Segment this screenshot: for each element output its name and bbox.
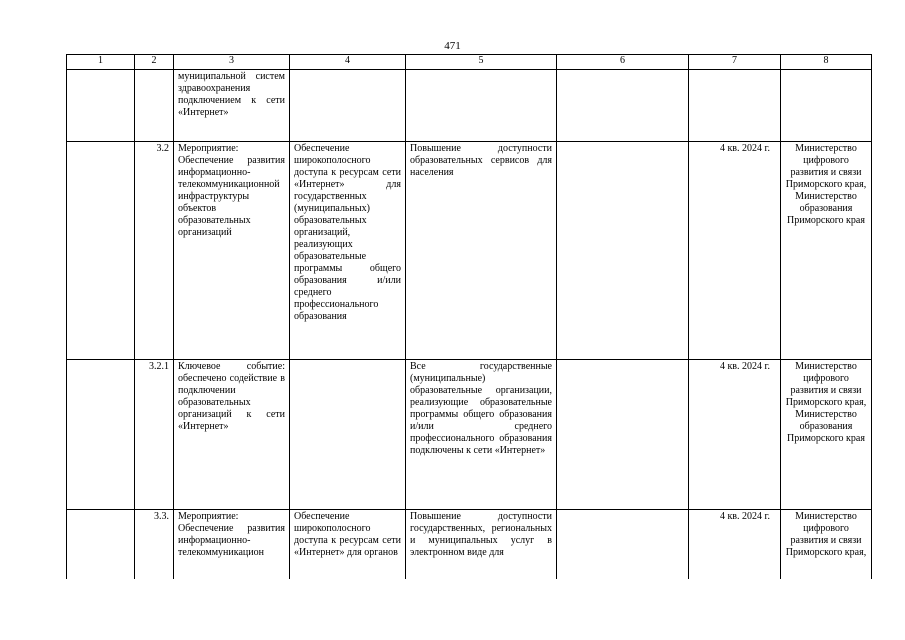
plan-table	[66, 54, 872, 590]
table-row	[67, 510, 872, 590]
item-result: Обеспечение широкополосного доступа к ресурсам сети «Интернет» для государственных (муниципальных) образовательных организаций, реализующих образовательные программы общего образования и/или среднего профессионального образования	[290, 142, 406, 360]
header-row	[67, 55, 872, 70]
table-row	[67, 360, 872, 510]
item-executor: Министерство цифрового развития и связи Приморского края, Министерство образования Приморского края	[781, 360, 872, 510]
item-deadline: 4 кв. 2024 г.	[689, 510, 781, 590]
item-number: 3.3.	[135, 510, 174, 590]
header-cell-5: 5	[406, 55, 557, 70]
header-cell-3: 3	[174, 55, 290, 70]
item-name: муниципальной систем здравоохранения подключением к сети «Интернет»	[174, 70, 290, 142]
page-bottom-margin	[60, 579, 880, 640]
table-row	[67, 142, 872, 360]
item-deadline: 4 кв. 2024 г.	[689, 360, 781, 510]
item-name: Мероприятие: Обеспечение развития информационно-телекоммуникацион	[174, 510, 290, 590]
item-col6	[557, 360, 689, 510]
page-number: 471	[444, 40, 461, 52]
empty-cell	[67, 142, 135, 360]
item-name: Ключевое событие: обеспечено содействие в подключении образовательных организаций к сети «Интернет»	[174, 360, 290, 510]
header-cell-7: 7	[689, 55, 781, 70]
item-deadline: 4 кв. 2024 г.	[689, 142, 781, 360]
item-number	[135, 70, 174, 142]
item-indicator: Все государственные (муниципальные) образовательные организации, реализующие образовательные программы общего образования и/или среднего профессионального образования подключены к сети «Интернет»	[406, 360, 557, 510]
empty-cell	[67, 70, 135, 142]
item-indicator: Повышение доступности образовательных сервисов для населения	[406, 142, 557, 360]
table-row	[67, 70, 872, 142]
item-number: 3.2.1	[135, 360, 174, 510]
header-cell-8: 8	[781, 55, 872, 70]
item-col6	[557, 510, 689, 590]
item-result: Обеспечение широкополосного доступа к ресурсам сети «Интернет» для органов	[290, 510, 406, 590]
item-result	[290, 360, 406, 510]
item-executor: Министерство цифрового развития и связи Приморского края, Министерство образования Приморского края	[781, 142, 872, 360]
header-cell-4: 4	[290, 55, 406, 70]
header-cell-6: 6	[557, 55, 689, 70]
item-executor	[781, 70, 872, 142]
item-result	[290, 70, 406, 142]
item-col6	[557, 70, 689, 142]
item-indicator	[406, 70, 557, 142]
item-indicator: Повышение доступности государственных, региональных и муниципальных услуг в электронном виде для	[406, 510, 557, 590]
item-executor: Министерство цифрового развития и связи Приморского края,	[781, 510, 872, 590]
item-col6	[557, 142, 689, 360]
empty-cell	[67, 510, 135, 590]
empty-cell	[67, 360, 135, 510]
item-number: 3.2	[135, 142, 174, 360]
header-cell-1: 1	[67, 55, 135, 70]
item-deadline	[689, 70, 781, 142]
header-cell-2: 2	[135, 55, 174, 70]
item-name: Мероприятие: Обеспечение развития информационно-телекоммуникационной инфраструктуры объектов образовательных организаций	[174, 142, 290, 360]
